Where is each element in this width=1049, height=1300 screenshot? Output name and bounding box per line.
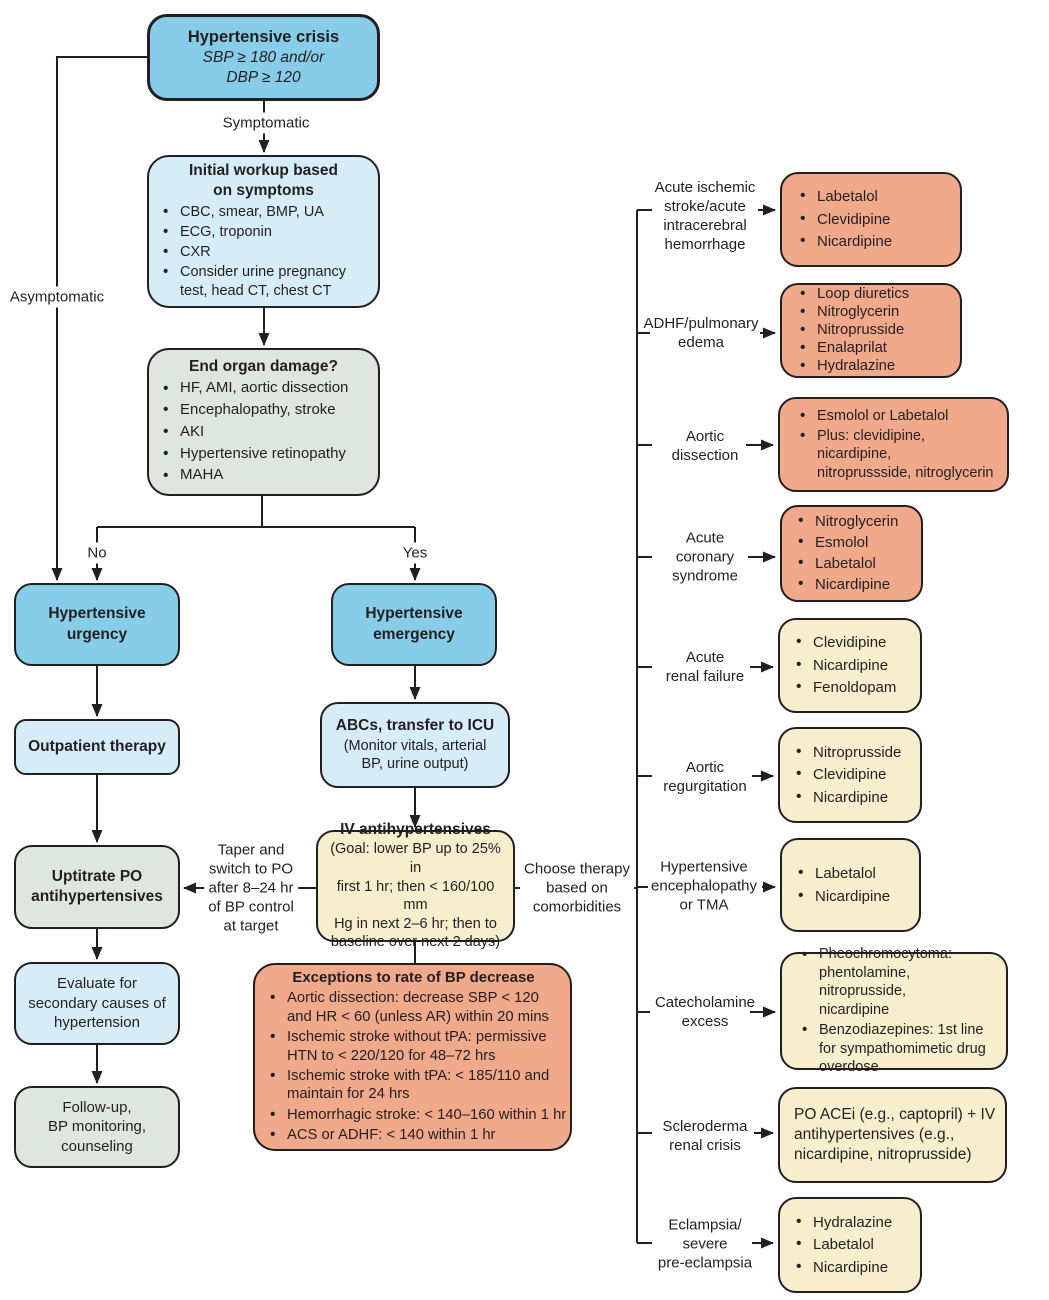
drug-item: • Pheochromocytoma: phentolamine, nitroprusside, nicardipine [798,945,998,1019]
initial-workup-box [147,155,380,308]
end-organ-item: • AKI [159,422,368,442]
drug-item: • Labetalol [794,554,915,574]
exception-item: • Aortic dissection: decrease SBP < 120 and HR < 60 (unless AR) within 20 mins [266,989,567,1026]
exceptions-box [253,963,572,1151]
drug-list [792,630,914,701]
crisis-title: Hypertensive crisis [187,27,340,46]
drug-item: • Nitroglycerin [796,304,952,321]
comorbidity-label-hypertensive-encephalopathy: Hypertensive encephalopathy or TMA [651,858,757,914]
comorbidity-label-catecholamine-excess: Catecholamine excess [654,993,756,1030]
choose-therapy-label: Choose therapy based on comorbidities [520,858,634,917]
drug-item: • Nitroprusside [796,322,952,339]
comorbidity-label-acute-ischemic-stroke: Acute ischemic stroke/acute intracerebral hemorrhage [654,178,756,254]
initial-workup-title-line2: on symptoms [213,182,314,200]
abcs-icu-box [320,702,510,788]
drug-item: • Labetalol [796,187,952,207]
hypertensive-emergency-box: Hypertensive emergency [331,583,497,666]
end-organ-item: • Encephalopathy, stroke [159,400,368,420]
exceptions-title: Exceptions to rate of BP decrease [292,969,535,987]
no-branch-label: No [83,542,110,563]
end-organ-item: • Hypertensive retinopathy [159,444,368,464]
end-organ-damage-box [147,348,380,496]
drug-item: • Nicardipine [792,656,914,676]
taper-switch-label: Taper and switch to PO after 8–24 hr of BP control at target [204,839,298,936]
uptitrate-po-box: Uptitrate PO antihypertensives [14,845,180,929]
drug-item: • Esmolol [794,533,915,553]
comorbidity-label-acute-renal-failure: Acute renal failure [665,648,745,685]
followup-box: Follow-up, BP monitoring, counseling [14,1086,180,1168]
drug-box-acute-renal-failure [778,618,922,713]
drug-list [794,511,915,597]
drug-list [794,861,913,909]
drug-box-aortic-regurgitation [778,727,922,823]
drug-item: • Fenoldopam [792,678,914,698]
drug-item: • Clevidipine [796,210,952,230]
drug-list [796,405,999,484]
comorbidity-label-eclampsia: Eclampsia/ severe pre-eclampsia [657,1216,753,1272]
drug-item: • Nicardipine [792,788,914,808]
drug-box-eclampsia [778,1197,922,1293]
end-organ-list [159,377,368,487]
drug-box-hypertensive-encephalopathy [780,838,921,932]
evaluate-secondary-causes-box: Evaluate for secondary causes of hypertension [14,962,180,1045]
end-organ-title: End organ damage? [189,357,338,375]
crisis-dbp-criterion: DBP ≥ 120 [226,69,301,87]
drug-item: • Nicardipine [796,232,952,252]
symptomatic-label: Symptomatic [219,112,314,133]
drug-list [796,184,952,255]
comorbidity-label-aortic-dissection: Aortic dissection [671,427,739,464]
end-organ-item: • HF, AMI, aortic dissection [159,378,368,398]
drug-box-aortic-dissection [778,397,1009,492]
drug-item: • Clevidipine [792,765,914,785]
drug-item: • Enalaprilat [796,340,952,357]
yes-branch-label: Yes [399,542,431,563]
initial-workup-title [189,161,338,201]
drug-item: • Plus: clevidipine, nicardipine, nitroprussside, nitroglycerin [796,427,999,483]
drug-box-catecholamine-excess [780,946,1008,1076]
drug-box-scleroderma-renal-crisis: PO ACEi (e.g., captopril) + IV antihypertensives (e.g., nicardipine, nitroprusside) [778,1087,1007,1183]
drug-item: • Esmolol or Labetalol [796,407,999,426]
abcs-title: ABCs, transfer to ICU [335,717,495,735]
drug-item: • Hydralazine [792,1213,914,1233]
workup-item: • CBC, smear, BMP, UA [159,203,368,222]
drug-item: • Hydralazine [796,358,952,375]
abcs-subtitle: (Monitor vitals, arterial BP, urine output) [343,737,487,773]
drug-item: • Nitroglycerin [794,512,915,532]
end-organ-item: • MAHA [159,465,368,485]
drug-item: • Benzodiazepines: 1st line for sympathomimetic drug overdose [798,1021,998,1077]
drug-item: • Loop diuretics [796,286,952,303]
hypertensive-urgency-box: Hypertensive urgency [14,583,180,666]
workup-item: • Consider urine pregnancy test, head CT, chest CT [159,263,368,300]
drug-item: • Labetalol [792,1235,914,1255]
drug-item: • Nicardipine [792,1258,914,1278]
drug-item: • Nicardipine [794,887,913,907]
drug-item: • Nitroprusside [792,743,914,763]
iv-title: IV antihypertensives [340,821,491,839]
outpatient-therapy-box: Outpatient therapy [14,719,180,775]
drug-item: • Nicardipine [794,575,915,595]
drug-box-adhf-pulmonary-edema [780,283,962,378]
initial-workup-title-line1: Initial workup based [189,162,338,180]
comorbidity-label-adhf-pulmonary-edema: ADHF/pulmonary edema [643,314,759,351]
workup-item: • ECG, troponin [159,223,368,242]
exception-item: • Ischemic stroke without tPA: permissive HTN to < 220/120 for 48–72 hrs [266,1028,567,1065]
drug-item: • Labetalol [794,864,913,884]
drug-list [792,1210,914,1281]
workup-item: • CXR [159,243,368,262]
iv-goal-text: (Goal: lower BP up to 25% in first 1 hr; then < 160/100 mm Hg in next 2–6 hr; then to baseline over next 2 days) [330,841,501,951]
exception-item: • Ischemic stroke with tPA: < 185/110 and maintain for 24 hrs [266,1067,567,1104]
drug-box-acute-ischemic-stroke [780,172,962,267]
drug-list [798,944,998,1078]
drug-list [796,285,952,377]
comorbidity-label-aortic-regurgitation: Aortic regurgitation [663,758,747,795]
drug-item: • Clevidipine [792,633,914,653]
initial-workup-list [159,202,368,302]
iv-antihypertensives-box [316,821,515,951]
drug-box-acute-coronary-syndrome [780,505,923,602]
exception-item: • Hemorrhagic stroke: < 140–160 within 1 hr [266,1106,567,1125]
exceptions-list [260,988,567,1146]
crisis-sbp-criterion: SBP ≥ 180 and/or [202,49,325,67]
comorbidity-label-scleroderma-renal-crisis: Scleroderma renal crisis [662,1117,748,1154]
hypertensive-crisis-box [147,14,380,101]
drug-list [792,740,914,811]
comorbidity-label-acute-coronary-syndrome: Acute coronary syndrome [672,529,738,585]
exception-item: • ACS or ADHF: < 140 within 1 hr [266,1126,567,1145]
asymptomatic-label: Asymptomatic [6,286,108,307]
